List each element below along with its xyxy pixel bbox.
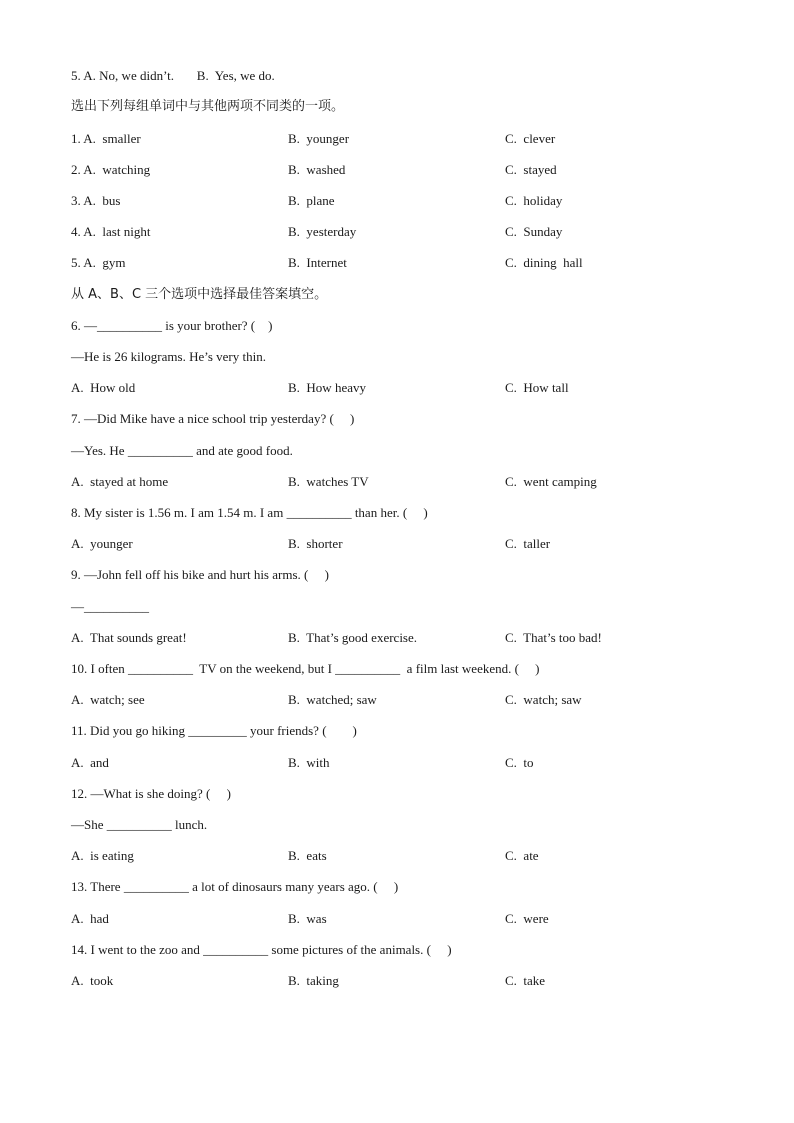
question-11-stem: 11. Did you go hiking _________ your friends? ( ) [71,723,357,738]
question-7-stem: 7. —Did Mike have a nice school trip yesterday? ( ) [71,411,355,426]
question-10-stem: 10. I often __________ TV on the weekend, but I __________ a film last weekend. ( ) [71,661,540,676]
vocab-item-5 [0,253,794,273]
question-13-stem: 13. There __________ a lot of dinosaurs many years ago. ( ) [71,879,399,894]
question-10-options [0,690,794,710]
option-c: C. clever [505,131,556,146]
vocab-item-2 [0,160,794,180]
option-c: C. went camping [505,474,597,489]
option-a: A. watch; see [71,692,145,707]
option-c: C. Sunday [505,224,563,239]
section1-instruction: 选出下列每组单词中与其他两项不同类的一项。 [71,99,345,114]
question-7-options [0,472,794,492]
option-b: B. plane [288,193,335,208]
question-8-stem: 8. My sister is 1.56 m. I am 1.54 m. I am __________ than her. ( ) [71,505,428,520]
option-a: 1. A. smaller [71,131,141,146]
question-11-options [0,753,794,773]
option-b: B. Internet [288,255,347,270]
question-14-options [0,971,794,991]
section2-instruction: 从 A、B、C 三个选项中选择最佳答案填空。 [71,287,328,302]
option-b: B. yesterday [288,224,357,239]
option-c: C. to [505,755,534,770]
option-b: B. That’s good exercise. [288,630,418,645]
question-6-options [0,378,794,398]
question-12-stem: 12. —What is she doing? ( ) [71,786,231,801]
option-a: A. How old [71,380,136,395]
option-c: C. That’s too bad! [505,630,602,645]
question-8-options [0,534,794,554]
option-b: B. younger [288,131,350,146]
question-9-reply: —__________ [71,599,149,614]
option-b: B. was [288,911,327,926]
option-a: A. had [71,911,109,926]
question-7-reply: —Yes. He __________ and ate good food. [71,443,293,458]
option-a: A. and [71,755,109,770]
vocab-item-4 [0,222,794,242]
question-9-options [0,628,794,648]
option-a: A. took [71,973,114,988]
vocab-item-1 [0,129,794,149]
option-a: A. That sounds great! [71,630,187,645]
option-a: A. is eating [71,848,134,863]
option-c: C. were [505,911,549,926]
option-b: B. watches TV [288,474,369,489]
option-c: C. dining hall [505,255,583,270]
option-b: B. taking [288,973,339,988]
option-c: C. watch; saw [505,692,582,707]
option-a: 4. A. last night [71,224,151,239]
option-a: 2. A. watching [71,162,151,177]
question-9-stem: 9. —John fell off his bike and hurt his arms. ( ) [71,567,329,582]
option-c: C. How tall [505,380,569,395]
question-12-reply: —She __________ lunch. [71,817,208,832]
option-b: B. watched; saw [288,692,377,707]
option-a: A. younger [71,536,133,551]
option-c: C. holiday [505,193,563,208]
vocab-item-3 [0,191,794,211]
option-a: 3. A. bus [71,193,121,208]
option-c: C. take [505,973,546,988]
option-b: B. washed [288,162,346,177]
option-b: B. How heavy [288,380,366,395]
option-b: B. with [288,755,330,770]
option-b: B. shorter [288,536,343,551]
question-5-previous-line: 5. A. No, we didn’t. B. Yes, we do. [71,68,275,83]
option-b: B. eats [288,848,327,863]
question-6-stem: 6. —__________ is your brother? ( ) [71,318,273,333]
option-a: 5. A. gym [71,255,126,270]
option-a: A. stayed at home [71,474,169,489]
option-c: C. taller [505,536,551,551]
question-14-stem: 14. I went to the zoo and __________ some pictures of the animals. ( ) [71,942,452,957]
question-12-options [0,846,794,866]
option-c: C. stayed [505,162,557,177]
option-c: C. ate [505,848,539,863]
question-13-options [0,909,794,929]
question-6-reply: —He is 26 kilograms. He’s very thin. [71,349,266,364]
